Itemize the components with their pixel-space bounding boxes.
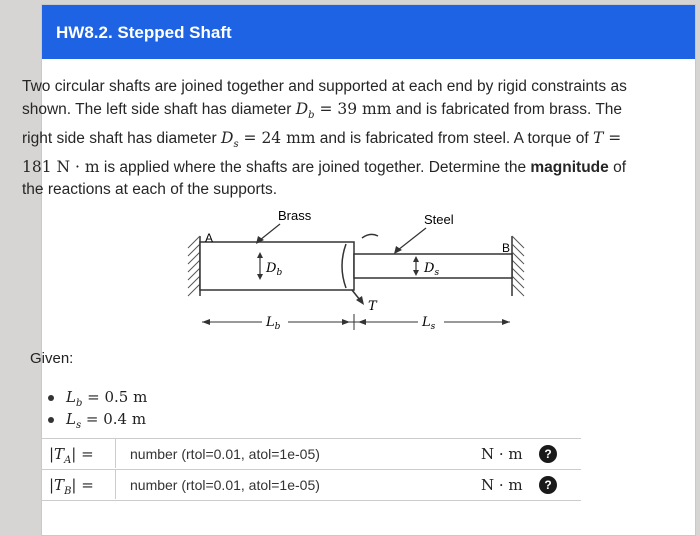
answer-label-tb: $|T_B|$ = [49, 476, 94, 497]
answer-row-ta [41, 439, 581, 470]
label-ls: $L_s$ [422, 315, 436, 332]
label-steel: Steel [424, 212, 454, 227]
answer-label-ta: $|T_A|$ = [49, 445, 94, 466]
ta-unit: N · m [481, 445, 523, 463]
tb-unit: N · m [481, 476, 523, 494]
given-item: $L_b = 0.5$ m [48, 388, 147, 410]
answer-row-tb [41, 470, 581, 501]
tb-input[interactable]: number (rtol=0.01, atol=1e-05) [115, 470, 472, 499]
given-heading: Given: [30, 350, 74, 367]
brass-shaft [200, 242, 354, 290]
ta-input[interactable]: number (rtol=0.01, atol=1e-05) [115, 439, 472, 468]
label-brass: Brass [278, 208, 312, 223]
left-wall-hatch [188, 236, 200, 296]
label-b: B [502, 241, 511, 255]
right-wall-hatch [512, 236, 524, 296]
answer-table [41, 438, 581, 501]
problem-statement: Two circular shafts are joined together and supported at each end by rigid constraints as shown. The left side shaft has diameter $D_b = 39$ mm and is fabricated from brass. The right side shaft has diameter $D_s = 24$ mm and is fabricated from steel. A torque of T = 181 N · m is applied where the shafts are joined together. Determine the magnitude of the reactions at each of the supports. [22, 78, 627, 199]
stepped-shaft-diagram [150, 196, 550, 346]
help-icon[interactable]: ? [539, 445, 557, 463]
given-item: $L_s = 0.4$ m [48, 410, 147, 432]
question-header [42, 5, 695, 59]
label-lb: $L_b$ [266, 315, 281, 332]
question-title: HW8.2. Stepped Shaft [56, 23, 232, 42]
given-list [48, 388, 147, 432]
label-a: A [205, 231, 214, 245]
help-icon[interactable]: ? [539, 476, 557, 494]
label-t: T [368, 299, 377, 314]
label-db: $D_b$ [266, 261, 283, 278]
label-ds: $D_s$ [424, 261, 440, 278]
